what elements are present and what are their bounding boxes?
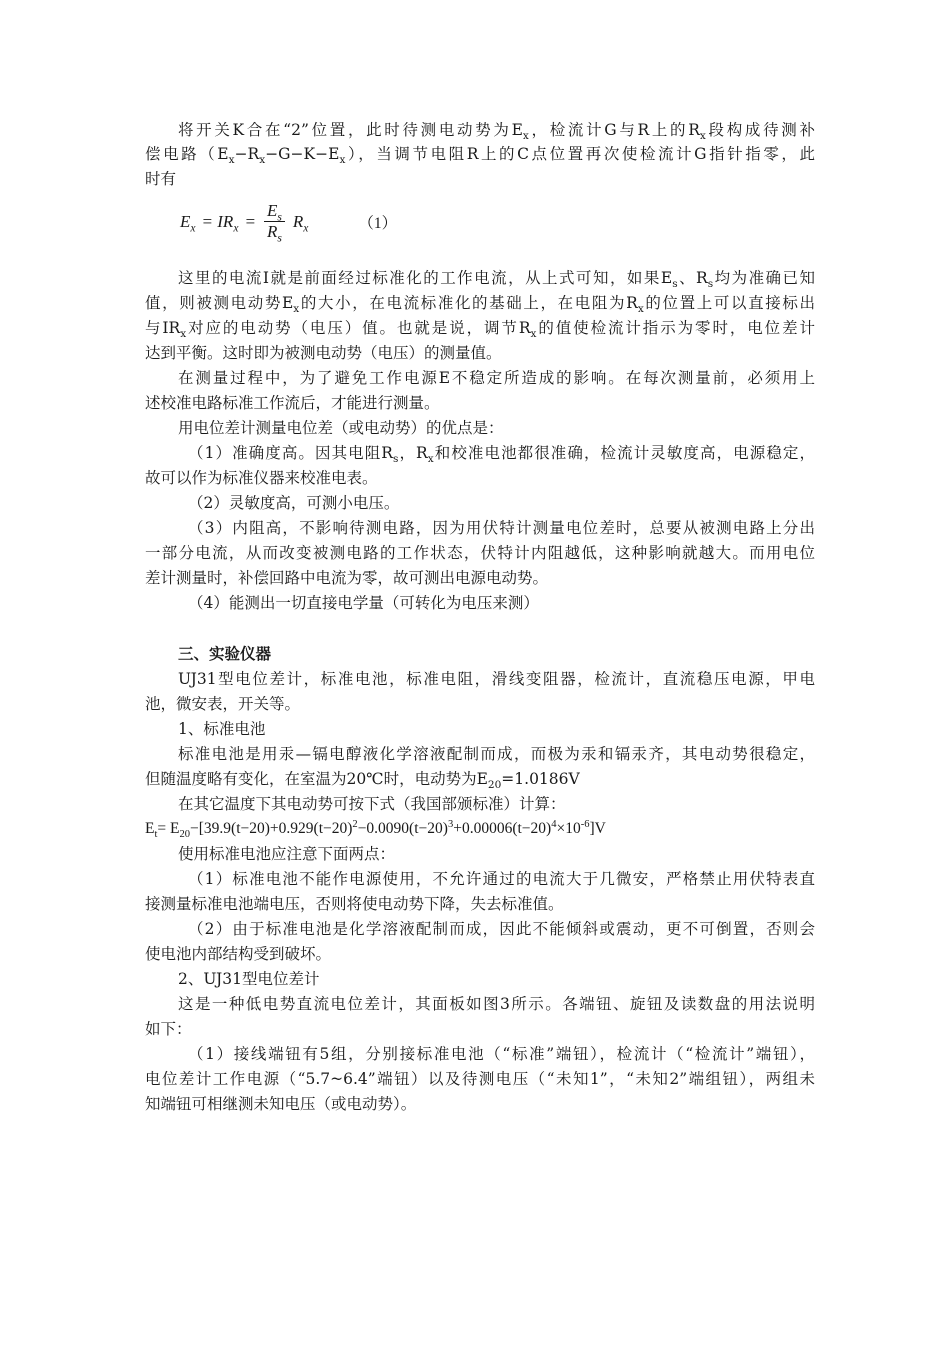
paragraph-line: 述校准电路标准工作流后，才能进行测量。: [145, 394, 440, 412]
paragraph-line: 标准电池是用汞—镉电醇液化学溶液配制而成，而极为汞和镉汞齐，其电动势很稳定，: [178, 745, 815, 763]
subsection-heading: 1、标准电池: [178, 720, 266, 738]
list-item: （1）标准电池不能作电源使用，不允许通过的电流大于几微安，严格禁止用伏特表直: [188, 870, 815, 888]
section-heading: 三、实验仪器: [178, 644, 272, 663]
list-item: 电位差计工作电源（“5.7~6.4”端钮）以及待测电压（“未知1”，“未知2”端组钮），两组未: [145, 1070, 815, 1088]
paragraph-line: 值，则被测电动势$E_x$的大小，在电流标准化的基础上，在电阻为$R_x$的位置上可以直接标出: [145, 294, 815, 316]
paragraph-line: 这里的电流I就是前面经过标准化的工作电流，从上式可知，如果$E_s$、$R_s$均为准确已知: [178, 269, 815, 291]
paragraph-line: 在其它温度下其电动势可按下式（我国部颁标准）计算：: [178, 795, 566, 813]
equation-number: （1）: [358, 214, 398, 232]
paragraph-line: 用电位差计测量电位差（或电动势）的优点是：: [178, 419, 504, 437]
subsection-heading: 2、UJ31型电位差计: [178, 970, 320, 988]
paragraph-line: 池，微安表，开关等。: [145, 695, 301, 713]
paragraph-line: 与$IR_x$对应的电动势（电压）值。也就是说，调节$R_x$的值使检流计指示为零时，电位差计: [145, 319, 815, 341]
formula-line: $E_t= E_{20}-[39.9(t-20)+0.929(t-20)^2-0.0090(t-20)^3+0.00006(t-20)^4\times 10^{-6}]V$: [145, 818, 606, 841]
list-item: 知端钮可相继测未知电压（或电动势）。: [145, 1095, 417, 1113]
paragraph-line: 但随温度略有变化，在室温为20℃时，电动势为$E_{20}=1.0186V$: [145, 770, 580, 792]
paragraph-line: 这是一种低电势直流电位差计，其面板如图3所示。各端钮、旋钮及读数盘的用法说明: [178, 995, 815, 1013]
paragraph-line: 时有: [145, 170, 177, 188]
equation-1: $E_x$ = $IR_x$ = $\frac{E_s}{R_s}$ $R_x$ （1）: [180, 201, 398, 245]
paragraph-line: UJ31型电位差计，标准电池，标准电阻，滑线变阻器，检流计，直流稳压电源，甲电: [178, 670, 815, 688]
list-item: （1）准确度高。因其电阻$R_s$，$R_x$和校准电池都很准确，检流计灵敏度高，电源稳定，: [188, 444, 815, 466]
list-item: 故可以作为标准仪器来校准电表。: [145, 469, 378, 487]
list-item: （3）内阻高，不影响待测电路，因为用伏特计测量电位差时，总要从被测电路上分出: [188, 519, 815, 537]
list-item: 差计测量时，补偿回路中电流为零，故可测出电源电动势。: [145, 569, 549, 587]
paragraph-line: 偿电路$(E_x-R_x-G-K-E_x)$，当调节电阻R上的C点位置再次使检流计G指针指零，此: [145, 145, 815, 167]
list-item: （4）能测出一切直接电学量（可转化为电压来测）: [188, 594, 539, 612]
list-item: （2）灵敏度高，可测小电压。: [188, 494, 400, 512]
list-item: （1）接线端钮有5组，分别接标准电池（“标准”端钮），检流计（“检流计”端钮），: [188, 1045, 815, 1063]
paragraph-line: 将开关K合在“2”位置，此时待测电动势为$E_x$，检流计G与R上的$R_x$段构成待测补: [178, 121, 815, 143]
paragraph-line: 在测量过程中，为了避免工作电源E不稳定所造成的影响。在每次测量前，必须用上: [178, 369, 815, 387]
paragraph-line: 如下：: [145, 1020, 192, 1038]
list-item: 接测量标准电池端电压，否则将使电动势下降，失去标准值。: [145, 895, 564, 913]
paragraph-line: 达到平衡。这时即为被测电动势（电压）的测量值。: [145, 344, 502, 362]
list-item: 使电池内部结构受到破坏。: [145, 945, 332, 963]
list-item: （2）由于标准电池是化学溶液配制而成，因此不能倾斜或震动，更不可倒置，否则会: [188, 920, 815, 938]
paragraph-line: 使用标准电池应注意下面两点：: [178, 845, 396, 863]
list-item: 一部分电流，从而改变被测电路的工作状态，伏特计内阻越低，这种影响就越大。而用电位: [145, 544, 815, 562]
fraction: $\frac{E_s}{R_s}$: [264, 201, 285, 242]
